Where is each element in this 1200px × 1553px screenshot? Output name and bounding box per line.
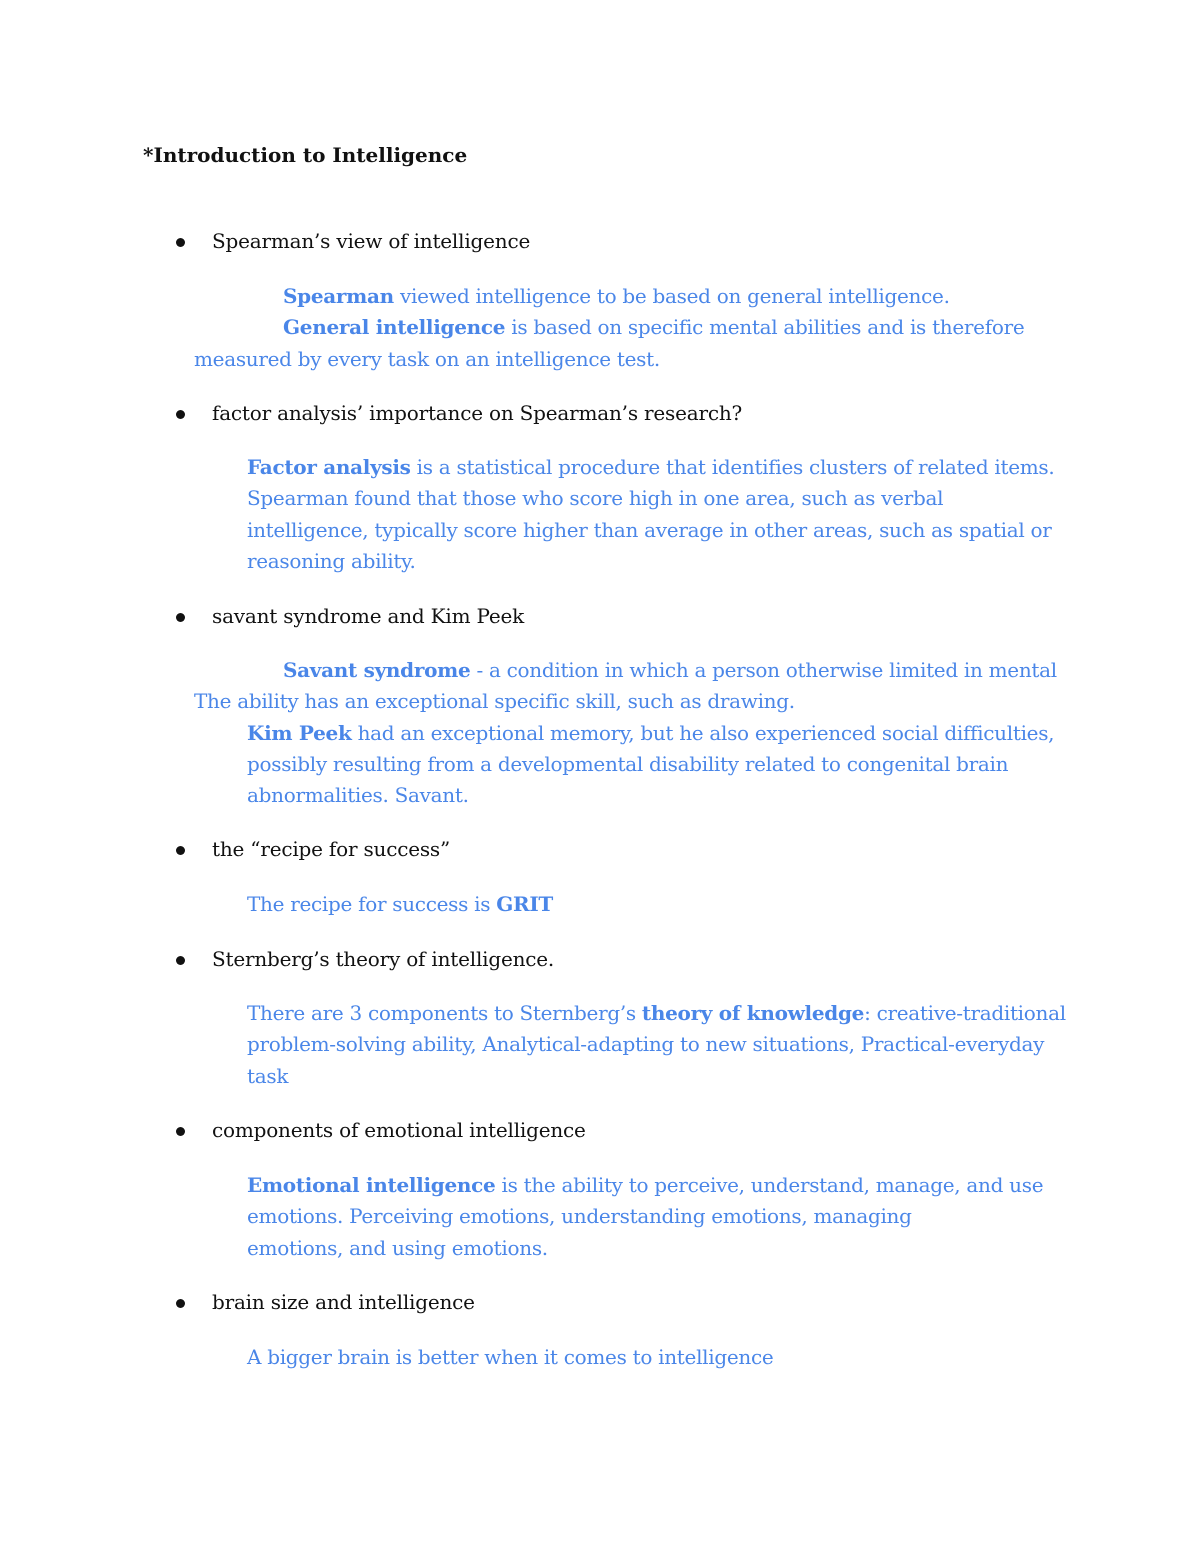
answer-text: is a statistical procedure that identifies clusters of related items. (410, 455, 1055, 479)
answer-text: is the ability to perceive, understand, manage, and use (495, 1173, 1044, 1197)
bullet-heading: savant syndrome and Kim Peek (212, 604, 525, 628)
bullet-dot (176, 1127, 185, 1136)
bullet-dot (176, 956, 185, 965)
answer-line (247, 889, 553, 920)
bullet-dot (176, 846, 185, 855)
answer-text: viewed intelligence to be based on general intelligence. (393, 284, 950, 308)
bullet-heading: Spearman’s view of intelligence (212, 229, 531, 253)
bullet-heading: components of emotional intelligence (212, 1118, 586, 1142)
answer-line (194, 655, 1057, 686)
answer-line (194, 281, 1024, 312)
bullet-heading: brain size and intelligence (212, 1290, 475, 1314)
answer-block (247, 1342, 773, 1373)
answer-line: abnormalities. Savant. (247, 783, 469, 808)
bullet-dot (176, 410, 185, 419)
answer-term: Spearman (283, 284, 394, 308)
answer-block (194, 281, 1024, 375)
answer-term: Emotional intelligence (247, 1173, 496, 1197)
answer-term: GRIT (496, 892, 554, 916)
bullet-item (176, 229, 530, 253)
answer-text: had an exceptional memory, but he also experienced social difficulties, (351, 720, 1055, 745)
bullet-item (176, 837, 450, 861)
answer-line: measured by every task on an intelligence test. (194, 346, 660, 371)
answer-term: Factor analysis (247, 455, 411, 479)
bullet-dot (176, 613, 185, 622)
answer-block (247, 998, 1066, 1092)
answer-line (247, 998, 1066, 1029)
answer-term: theory of knowledge (641, 1001, 865, 1025)
bullet-heading: the “recipe for success” (212, 837, 451, 861)
answer-line: task (247, 1063, 289, 1088)
answer-line: emotions, and using emotions. (247, 1235, 548, 1260)
bullet-item (176, 1118, 586, 1142)
answer-line: The ability has an exceptional specific skill, such as drawing. (194, 689, 795, 714)
answer-text: : creative-traditional (864, 1001, 1066, 1025)
answer-block (247, 1170, 1043, 1264)
bullet-item (176, 604, 524, 628)
answer-line (247, 1170, 1043, 1201)
answer-line: Spearman found that those who score high in one area, such as verbal (247, 486, 944, 511)
answer-line (247, 452, 1054, 483)
answer-block (247, 889, 553, 920)
answer-line: intelligence, typically score higher than average in other areas, such as spatial or (247, 517, 1052, 542)
answer-line: reasoning ability. (247, 548, 416, 573)
answer-line: emotions. Perceiving emotions, understanding emotions, managing (247, 1204, 912, 1229)
document-title: *Introduction to Intelligence (143, 143, 468, 167)
answer-line: problem-solving ability, Analytical-adapting to new situations, Practical-everyday (247, 1032, 1045, 1057)
bullet-item (176, 401, 742, 425)
answer-text: - a condition in which a person otherwise limited in mental (470, 658, 1057, 682)
bullet-item (176, 1290, 475, 1314)
bullet-dot (176, 238, 185, 247)
bullet-item (176, 947, 554, 971)
answer-term: General intelligence (283, 315, 506, 340)
answer-line: possibly resulting from a developmental disability related to congenital brain (247, 751, 1009, 776)
answer-line (194, 718, 1057, 749)
answer-line: A bigger brain is better when it comes to intelligence (247, 1345, 774, 1369)
answer-text: is based on specific mental abilities and is therefore (505, 315, 1025, 340)
answer-line (194, 312, 1024, 343)
answer-block (247, 452, 1054, 577)
bullet-dot (176, 1299, 185, 1308)
answer-term: Savant syndrome (283, 658, 471, 682)
answer-block (194, 655, 1057, 811)
bullet-heading: factor analysis’ importance on Spearman’s research? (212, 401, 743, 425)
answer-term: Kim Peek (247, 720, 352, 745)
answer-text: There are 3 components to Sternberg’s (247, 1001, 642, 1025)
answer-text: The recipe for success is (247, 892, 497, 916)
bullet-heading: Sternberg’s theory of intelligence. (212, 947, 555, 971)
